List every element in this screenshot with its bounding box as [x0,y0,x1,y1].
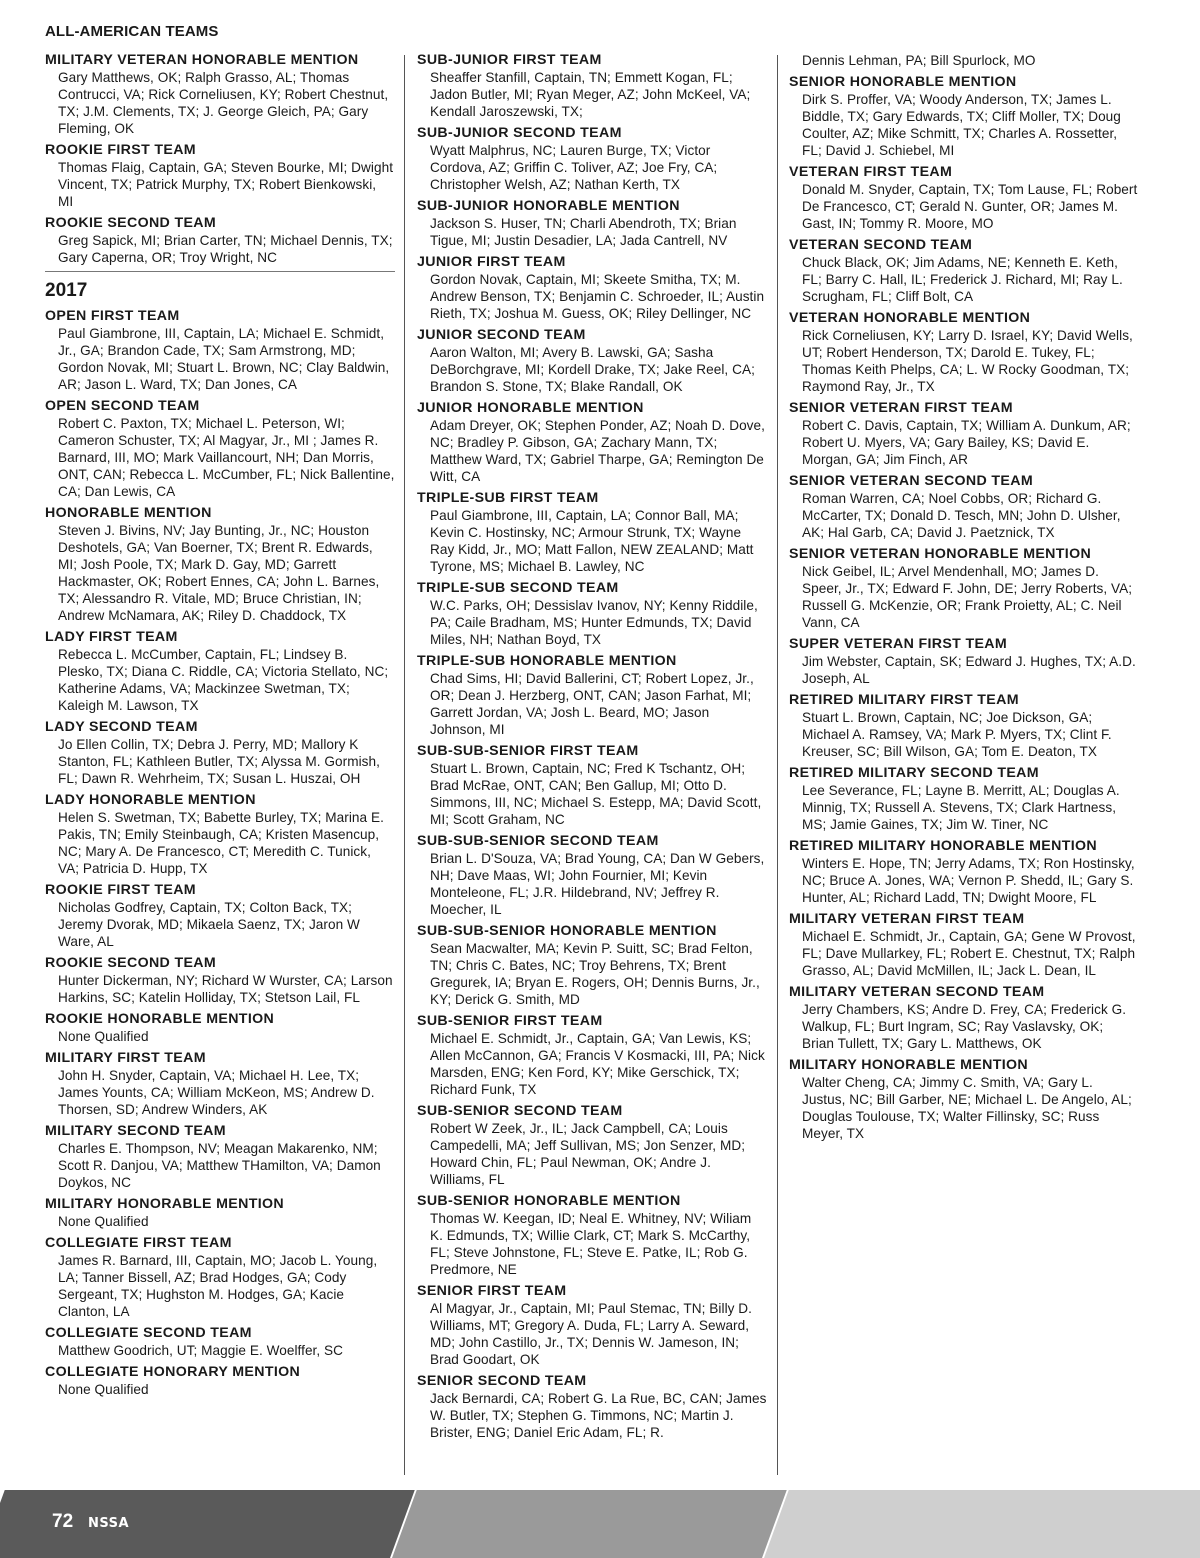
team-section [45,1233,395,1320]
team-members: Thomas W. Keegan, ID; Neal E. Whitney, NV; Wiliam K. Edmunds, TX; Willie Clark, CT; Mark S. McCarthy, FL; Steve Johnstone, FL; Steve E. Patke, IL; Rob G. Predmore, NE [430,1211,752,1277]
team-section [45,627,395,714]
team-members: James R. Barnard, III, Captain, MO; Jacob L. Young, LA; Tanner Bissell, AZ; Brad Hodges, GA; Cody Sergeant, TX; Hughston M. Hodges, GA; Kacie Clanton, LA [58,1253,378,1319]
team-members: None Qualified [58,1029,149,1044]
team-members: Sean Macwalter, MA; Kevin P. Suitt, SC; Brad Felton, TN; Chris C. Bates, NC; Troy Behrens, TX; Brent Gregurek, IA; Bryan E. Rogers, OH; Dennis Burns, Jr., KY; Derick G. Smith, MD [430,941,760,1007]
team-title: MILITARY FIRST TEAM [45,1050,206,1066]
team-members: Chad Sims, HI; David Ballerini, CT; Robert Lopez, Jr., OR; Dean J. Herzberg, ONT, CAN; Jason Farhat, MI; Garrett Jordan, VA; Josh L. Beard, MO; Jason Johnson, MI [430,671,754,737]
team-members: Thomas Flaig, Captain, GA; Steven Bourke, MI; Dwight Vincent, TX; Patrick Murphy, TX; Robert Bienkowski, MI [58,160,394,209]
team-title: VETERAN SECOND TEAM [789,237,973,253]
team-title: SUB-SENIOR SECOND TEAM [417,1103,623,1119]
team-title: COLLEGIATE FIRST TEAM [45,1235,232,1251]
team-title: TRIPLE-SUB FIRST TEAM [417,490,599,506]
team-title: JUNIOR FIRST TEAM [417,254,566,270]
column-2 [417,50,767,1444]
team-title: ROOKIE SECOND TEAM [45,955,217,971]
team-section [45,1048,395,1118]
column-1 [45,50,395,1401]
team-members: W.C. Parks, OH; Dessislav Ivanov, NY; Kenny Riddile, PA; Caile Bradham, MS; Hunter Edmunds, TX; David Miles, NH; Nathan Boyd, TX [430,598,758,647]
team-section [45,396,395,500]
team-section [417,325,767,395]
team-title: JUNIOR SECOND TEAM [417,327,586,343]
team-members: Hunter Dickerman, NY; Richard W Wurster, CA; Larson Harkins, SC; Katelin Holliday, TX; Stetson Lail, FL [58,973,393,1005]
team-section [45,953,395,1006]
team-title: SUB-SENIOR HONORABLE MENTION [417,1193,681,1209]
team-section [45,790,395,877]
team-title: SUB-SUB-SENIOR SECOND TEAM [417,833,659,849]
team-section [789,471,1139,541]
team-title: TRIPLE-SUB SECOND TEAM [417,580,619,596]
team-members: Lee Severance, FL; Layne B. Merritt, AL; Douglas A. Minnig, TX; Russell A. Stevens, TX; Clark Hartness, MS; Jamie Gaines, TX; Jim W. Tiner, NC [802,783,1120,832]
page-number: 72 [52,1511,74,1532]
team-members: Jerry Chambers, KS; Andre D. Frey, CA; Frederick G. Walkup, FL; Burt Ingram, SC; Ray Vaslavsky, OK; Brian Tullett, TX; Gary L. Matthews, OK [802,1002,1127,1051]
team-section [789,982,1139,1052]
team-members: Robert C. Davis, Captain, TX; William A. Dunkum, AR; Robert U. Myers, VA; Gary Bailey, KS; David E. Morgan, GA; Jim Finch, AR [802,418,1131,467]
team-members: Paul Giambrone, III, Captain, LA; Connor Ball, MA; Kevin C. Hostinsky, NC; Armour Strunk, TX; Wayne Ray Kidd, Jr., MO; Matt Fallon, NEW ZEALAND; Matt Tyrone, MS; Michael B. Lawley, NC [430,508,754,574]
team-title: RETIRED MILITARY HONORABLE MENTION [789,838,1097,854]
team-title: OPEN FIRST TEAM [45,308,180,324]
team-members: Winters E. Hope, TN; Jerry Adams, TX; Ron Hostinsky, NC; Bruce A. Jones, WA; Vernon P. Shedd, IL; Gary S. Hunter, AL; Richard Ladd, TN; Dwight Moore, FL [802,856,1135,905]
team-title: MILITARY VETERAN FIRST TEAM [789,911,1025,927]
team-section [789,72,1139,159]
team-section [45,503,395,624]
team-title: JUNIOR HONORABLE MENTION [417,400,644,416]
team-members: Stuart L. Brown, Captain, NC; Fred K Tschantz, OH; Brad McRae, ONT, CAN; Ben Gallup, MI; Otto D. Simmons, III, NC; Michael S. Estepp, MA; David Scott, MI; Scott Graham, NC [430,761,762,827]
team-section [45,1009,395,1045]
team-title: SUB-SUB-SENIOR FIRST TEAM [417,743,639,759]
team-members: Helen S. Swetman, TX; Babette Burley, TX; Marina E. Pakis, TN; Emily Steinbaugh, CA; Kristen Masencup, NC; Mary A. De Francesco, CT; Meredith C. Tunick, VA; Patricia D. Hupp, TX [58,810,384,876]
team-title: VETERAN FIRST TEAM [789,164,953,180]
team-title: SENIOR SECOND TEAM [417,1373,587,1389]
team-title: SENIOR VETERAN HONORABLE MENTION [789,546,1092,562]
team-members: Jim Webster, Captain, SK; Edward J. Hughes, TX; A.D. Joseph, AL [802,654,1136,686]
team-section [417,831,767,918]
team-members: Jackson S. Huser, TN; Charli Abendroth, TX; Brian Tigue, MI; Justin Desadier, LA; Jada Cantrell, NV [430,216,737,248]
nssa-logo: NSSA [88,1516,130,1531]
team-title: ROOKIE SECOND TEAM [45,215,217,231]
team-members: Rick Corneliusen, KY; Larry D. Israel, KY; David Wells, UT; Robert Henderson, TX; Darold E. Tukey, FL; Thomas Keith Phelps, CA; L. W Rocky Goodman, TX; Raymond Ray, Jr., TX [802,328,1133,394]
column-divider [404,55,405,1475]
team-section [417,196,767,249]
team-section [45,140,395,210]
team-section [45,1323,395,1359]
team-section [789,909,1139,979]
team-section [417,1371,767,1441]
team-members: Paul Giambrone, III, Captain, LA; Michael E. Schmidt, Jr., GA; Brandon Cade, TX; Sam Armstrong, MD; Gordon Novak, MI; Stuart L. Brown, NC; Clay Baldwin, AR; Jason L. Ward, TX; Dan Jones, CA [58,326,390,392]
team-section [789,308,1139,395]
team-title: MILITARY SECOND TEAM [45,1123,226,1139]
team-members: Robert C. Paxton, TX; Michael L. Peterson, WI; Cameron Schuster, TX; Al Magyar, Jr., MI ; James R. Barnard, III, MO; Mark Vaillancourt, NH; Dan Morris, ONT, CAN; Rebecca L. McCumber, FL; Nick Ballentine, CA; Dan Lewis, CA [58,416,395,499]
team-title: SENIOR FIRST TEAM [417,1283,567,1299]
year-section [45,271,395,302]
team-title: MILITARY HONORABLE MENTION [789,1057,1028,1073]
team-members: Matthew Goodrich, UT; Maggie E. Woelffer, SC [58,1343,344,1358]
year-heading: 2017 [45,280,88,301]
team-section [417,252,767,322]
team-title: MILITARY HONORABLE MENTION [45,1196,284,1212]
team-members: None Qualified [58,1382,149,1397]
column-divider [777,55,778,1475]
team-title: MILITARY VETERAN SECOND TEAM [789,984,1045,1000]
team-section [417,1191,767,1278]
team-title: OPEN SECOND TEAM [45,398,200,414]
team-members: Al Magyar, Jr., Captain, MI; Paul Stemac, TN; Billy D. Williams, MT; Gregory A. Duda, FL; Larry A. Seward, MD; John Castillo, Jr., TX; Dennis W. Jameson, IN; Brad Goodart, OK [430,1301,753,1367]
team-members: Michael E. Schmidt, Jr., Captain, GA; Van Lewis, KS; Allen McCannon, GA; Francis V Kosmacki, III, PA; Nick Marsden, ENG; Ken Ford, KY; Mike Gerschick, TX; Richard Funk, TX [430,1031,765,1097]
team-members: Roman Warren, CA; Noel Cobbs, OR; Richard G. McCarter, TX; Donald D. Tesch, MN; John D. Ulsher, AK; Hal Garb, CA; David J. Paetznick, TX [802,491,1121,540]
team-title: ROOKIE FIRST TEAM [45,142,196,158]
team-section [45,213,395,266]
team-title: SUB-SENIOR FIRST TEAM [417,1013,603,1029]
team-section [789,544,1139,631]
team-section [417,741,767,828]
team-section [789,398,1139,468]
team-members: Nick Geibel, IL; Arvel Mendenhall, MO; James D. Speer, Jr., TX; Edward F. John, DE; Jerry Roberts, VA; Russell G. McKenzie, OR; Frank Proietty, AL; C. Neil Vann, CA [802,564,1133,630]
team-section [789,235,1139,305]
team-members: None Qualified [58,1214,149,1229]
team-title: COLLEGIATE SECOND TEAM [45,1325,252,1341]
team-members: Stuart L. Brown, Captain, NC; Joe Dickson, GA; Michael A. Ramsey, VA; Mark P. Myers, TX; Clint F. Kreuser, SC; Bill Wilson, GA; Tom E. Deaton, TX [802,710,1112,759]
team-members: Gary Matthews, OK; Ralph Grasso, AL; Thomas Contrucci, VA; Rick Corneliusen, KY; Robert Chestnut, TX; J.M. Clements, TX; J. George Gleich, PA; Gary Fleming, OK [58,70,389,136]
team-title: SUB-JUNIOR FIRST TEAM [417,52,602,68]
team-members: Greg Sapick, MI; Brian Carter, TN; Michael Dennis, TX; Gary Caperna, OR; Troy Wright, NC [58,233,393,265]
team-section [789,1055,1139,1142]
team-section [417,398,767,485]
team-section [417,651,767,738]
team-title: RETIRED MILITARY SECOND TEAM [789,765,1039,781]
team-section [789,634,1139,687]
team-section [789,162,1139,232]
team-title: RETIRED MILITARY FIRST TEAM [789,692,1019,708]
team-section [417,578,767,648]
team-members: Sheaffer Stanfill, Captain, TN; Emmett Kogan, FL; Jadon Butler, MI; Ryan Meger, AZ; John McKeel, VA; Kendall Jaroszewski, TX; [430,70,751,119]
team-members: Nicholas Godfrey, Captain, TX; Colton Back, TX; Jeremy Dvorak, MD; Mikaela Saenz, TX; Jaron W Ware, AL [58,900,360,949]
team-section [417,1101,767,1188]
team-section [45,1121,395,1191]
team-section [789,690,1139,760]
team-title: ROOKIE FIRST TEAM [45,882,196,898]
team-title: LADY SECOND TEAM [45,719,198,735]
team-members: Gordon Novak, Captain, MI; Skeete Smitha, TX; M. Andrew Benson, TX; Benjamin C. Schroeder, IL; Austin Rieth, TX; Joshua M. Guess, OK; Riley Dellinger, NC [430,272,765,321]
team-members: Adam Dreyer, OK; Stephen Ponder, AZ; Noah D. Dove, NC; Bradley P. Gibson, GA; Zachary Mann, TX; Matthew Ward, TX; Gabriel Tharpe, GA; Remington De Witt, CA [430,418,765,484]
team-section [45,717,395,787]
team-section [417,488,767,575]
team-title: TRIPLE-SUB HONORABLE MENTION [417,653,677,669]
team-members: Charles E. Thompson, NV; Meagan Makarenko, NM; Scott R. Danjou, VA; Matthew THamilton, VA; Damon Doykos, NC [58,1141,381,1190]
column-3 [789,50,1139,1145]
team-members: Aaron Walton, MI; Avery B. Lawski, GA; Sasha DeBorchgrave, MI; Kordell Drake, TX; Jake Reel, CA; Brandon S. Stone, TX; Blake Randall, OK [430,345,755,394]
team-title: VETERAN HONORABLE MENTION [789,310,1031,326]
continued-team-list: Dennis Lehman, PA; Bill Spurlock, MO [802,53,1036,68]
team-members: Jack Bernardi, CA; Robert G. La Rue, BC, CAN; James W. Butler, TX; Stephen G. Timmons, NC; Martin J. Brister, ENG; Daniel Eric Adam, FL; R. [430,1391,767,1440]
team-section [45,1362,395,1398]
team-title: SUB-SUB-SENIOR HONORABLE MENTION [417,923,717,939]
team-title: SUB-JUNIOR SECOND TEAM [417,125,622,141]
section-divider [45,271,395,272]
team-members: Steven J. Bivins, NV; Jay Bunting, Jr., NC; Houston Deshotels, GA; Van Boerner, TX; Brent R. Edwards, MI; Josh Poole, TX; Mark D. Gay, MD; Garrett Hackmaster, OK; Robert Ennes, CA; John L. Barnes, TX; Alessandro R. Vitale, MD; Bruce Christian, IN; Andrew McNamara, AK; Riley D. Chaddock, TX [58,523,380,623]
team-section [45,1194,395,1230]
team-members: Brian L. D'Souza, VA; Brad Young, CA; Dan W Gebers, NH; Dave Maas, WI; John Fournier, MI; Kevin Monteleone, FL; J.R. Hildebrand, NV; Jeffrey R. Moecher, IL [430,851,765,917]
team-section [417,1281,767,1368]
team-title: SUPER VETERAN FIRST TEAM [789,636,1008,652]
team-title: MILITARY VETERAN HONORABLE MENTION [45,52,359,68]
team-members: Walter Cheng, CA; Jimmy C. Smith, VA; Gary L. Justus, NC; Bill Garber, NE; Michael L. De Angelo, AL; Douglas Toulouse, TX; Walter Fillinsky, SC; Russ Meyer, TX [802,1075,1132,1141]
footer-band-light [764,1490,1200,1558]
team-section [45,880,395,950]
team-title: ROOKIE HONORABLE MENTION [45,1011,275,1027]
team-title: COLLEGIATE HONORARY MENTION [45,1364,301,1380]
team-title: LADY FIRST TEAM [45,629,178,645]
page-footer [0,1490,1200,1558]
team-members: Donald M. Snyder, Captain, TX; Tom Lause, FL; Robert De Francesco, CT; Gerald N. Gunter, OR; James M. Gast, IN; Tommy R. Moore, MO [802,182,1138,231]
team-title: SENIOR VETERAN FIRST TEAM [789,400,1013,416]
team-section [417,1011,767,1098]
team-members: Jo Ellen Collin, TX; Debra J. Perry, MD; Mallory K Stanton, FL; Kathleen Butler, TX; Alyssa M. Gormish, FL; Dawn R. Wehrheim, TX; Susan L. Huszai, OH [58,737,380,786]
team-members: Michael E. Schmidt, Jr., Captain, GA; Gene W Provost, FL; Dave Mullarkey, FL; Robert E. Chestnut, TX; Ralph Grasso, AL; David McMillen, IL; Jack L. Dean, IL [802,929,1136,978]
team-title: LADY HONORABLE MENTION [45,792,256,808]
team-members: Robert W Zeek, Jr., IL; Jack Campbell, CA; Louis Campedelli, MA; Jeff Sullivan, MS; Jon Senzer, MD; Howard Chin, FL; Paul Newman, OK; Andre J. Williams, FL [430,1121,746,1187]
team-title: SENIOR VETERAN SECOND TEAM [789,473,1034,489]
team-members: John H. Snyder, Captain, VA; Michael H. Lee, TX; James Younts, CA; William McKeon, MS; Andrew D. Thorsen, SD; Andrew Winders, AK [58,1068,375,1117]
team-section [45,50,395,137]
team-section [417,50,767,120]
page-header: ALL-AMERICAN TEAMS [45,23,219,40]
team-section [789,836,1139,906]
team-section [45,306,395,393]
team-section [417,123,767,193]
team-section [417,921,767,1008]
team-members: Wyatt Malphrus, NC; Lauren Burge, TX; Victor Cordova, AZ; Griffin C. Toliver, AZ; Joe Fry, CA; Christopher Welsh, AZ; Nathan Kerth, TX [430,143,718,192]
team-title: HONORABLE MENTION [45,505,212,521]
team-members: Dirk S. Proffer, VA; Woody Anderson, TX; James L. Biddle, TX; Gary Edwards, TX; Cliff Moller, TX; Doug Coulter, AZ; Mike Schmitt, TX; Charles A. Rossetter, FL; David J. Schiebel, MI [802,92,1121,158]
team-section [789,763,1139,833]
team-members: Rebecca L. McCumber, Captain, FL; Lindsey B. Plesko, TX; Diana C. Riddle, CA; Victoria Stellato, NC; Katherine Adams, VA; Mackinzee Swetman, TX; Kaleigh M. Lawson, TX [58,647,389,713]
team-title: SENIOR HONORABLE MENTION [789,74,1017,90]
team-title: SUB-JUNIOR HONORABLE MENTION [417,198,680,214]
team-members: Chuck Black, OK; Jim Adams, NE; Kenneth E. Keth, FL; Barry C. Hall, IL; Frederick J. Richard, MI; Ray L. Scrugham, FL; Cliff Bolt, CA [802,255,1123,304]
footer-band-medium [392,1490,787,1558]
